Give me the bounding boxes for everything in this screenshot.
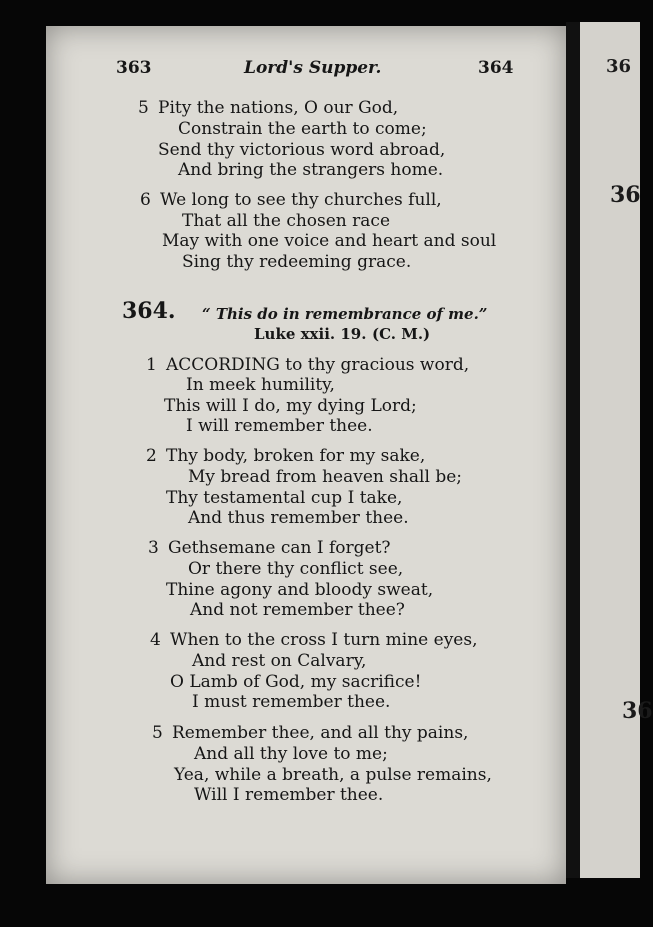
verse-line: Thine agony and bloody sweat, xyxy=(166,580,434,600)
verse-line: And bring the strangers home. xyxy=(178,160,444,180)
page-number-left: 363 xyxy=(116,58,152,78)
verse-line: Thy body, broken for my sake, xyxy=(166,446,426,466)
facing-page-number: 36 xyxy=(606,56,632,77)
verse-line: My bread from heaven shall be; xyxy=(188,467,463,487)
verse-line: ACCORDING to thy gracious word, xyxy=(166,355,470,375)
verse-line: That all the chosen race xyxy=(182,211,391,231)
verse-line: Sing thy redeeming grace. xyxy=(182,252,412,272)
verse-line: When to the cross I turn mine eyes, xyxy=(170,630,478,650)
stanza-number: 5 xyxy=(152,723,163,743)
facing-page-edge xyxy=(580,22,653,878)
stanza-number: 1 xyxy=(146,355,157,375)
verse-line: We long to see thy churches full, xyxy=(160,190,442,210)
verse-line: O Lamb of God, my sacrifice! xyxy=(170,672,422,692)
scripture-reference: Luke xxii. 19. xyxy=(254,325,367,343)
stanza-number: 5 xyxy=(138,98,149,118)
verse-line: In meek humility, xyxy=(186,375,335,395)
verse-line: Send thy victorious word abroad, xyxy=(158,140,446,160)
verse-line: Gethsemane can I forget? xyxy=(168,538,391,558)
verse-line: Thy testamental cup I take, xyxy=(166,488,403,508)
verse-line: This will I do, my dying Lord; xyxy=(164,396,417,416)
stanza-number: 4 xyxy=(150,630,161,650)
verse-line: I will remember thee. xyxy=(186,416,373,436)
verse-line: Pity the nations, O our God, xyxy=(158,98,399,118)
hymn-meter: (C. M.) xyxy=(372,325,431,343)
verse-line: Yea, while a breath, a pulse remains, xyxy=(174,765,492,785)
page-number-right: 364 xyxy=(478,58,514,78)
verse-line: Or there thy conflict see, xyxy=(188,559,404,579)
running-title: Lord's Supper. xyxy=(244,58,382,78)
hymn-epigraph: “ This do in remembrance of me.” xyxy=(202,305,488,323)
verse-line: Will I remember thee. xyxy=(194,785,384,805)
hymn-number: 364. xyxy=(122,298,176,324)
verse-line: Constrain the earth to come; xyxy=(178,119,427,139)
stanza-number: 6 xyxy=(140,190,151,210)
facing-hymn-number: 36 xyxy=(610,182,641,208)
stanza-number: 3 xyxy=(148,538,159,558)
verse-line: May with one voice and heart and soul xyxy=(162,231,497,251)
stanza-number: 2 xyxy=(146,446,157,466)
book-gutter xyxy=(566,22,580,878)
verse-line: I must remember thee. xyxy=(192,692,391,712)
verse-line: And thus remember thee. xyxy=(188,508,409,528)
verse-line: And not remember thee? xyxy=(190,600,405,620)
verse-line: And all thy love to me; xyxy=(194,744,388,764)
verse-line: And rest on Calvary, xyxy=(192,651,367,671)
facing-hymn-number: 36 xyxy=(622,698,653,724)
verse-line: Remember thee, and all thy pains, xyxy=(172,723,469,743)
